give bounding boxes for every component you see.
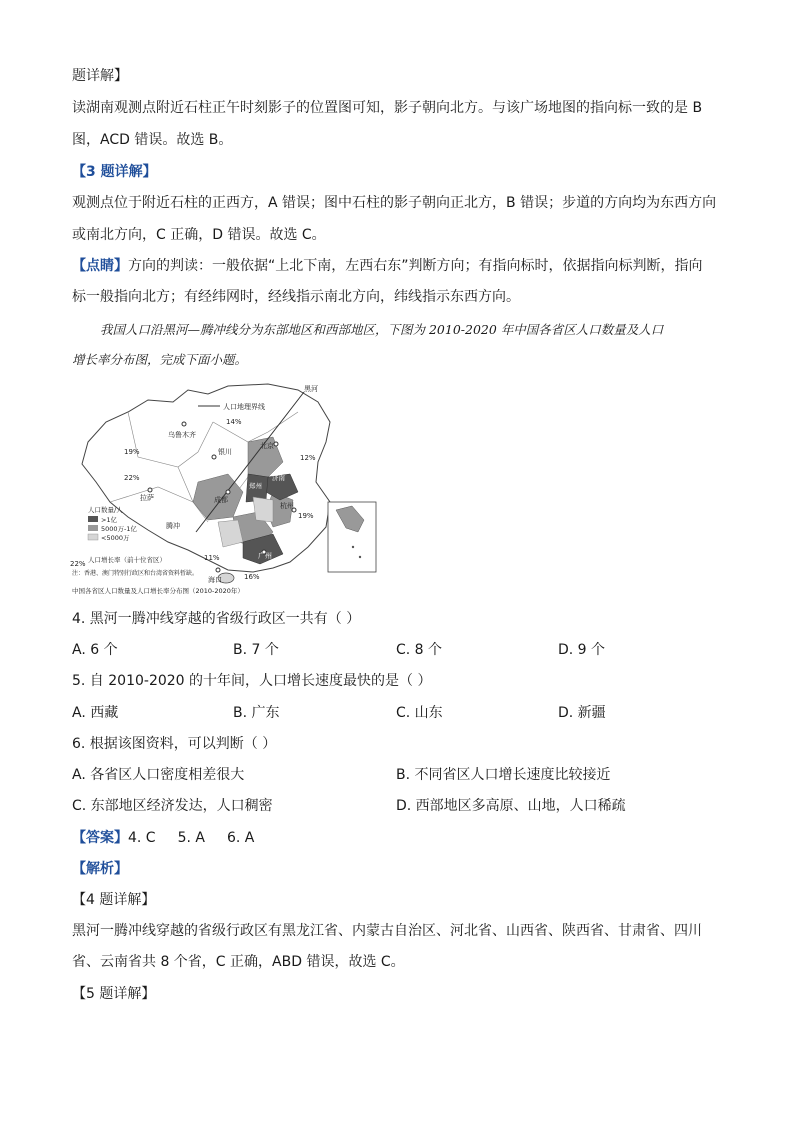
map-label-yinchuan: 银川 (218, 448, 232, 456)
question-5: 5. 自 2010-2020 的十年间，人口增长速度最快的是（ ） (72, 673, 432, 689)
legend-item: 5000万-1亿 (101, 525, 138, 533)
map-label-chengdu: 成都 (214, 496, 228, 504)
q5-option: D. 新疆 (558, 705, 606, 721)
map-caption: 中国各省区人口数量及人口增长率分布图（2010-2020年） (72, 587, 244, 595)
map-pct: 22% (70, 560, 86, 568)
text-line: 读湖南观测点附近石柱正午时刻影子的位置图可知，影子朝向北方。与该广场地图的指向标一致的是 B (72, 100, 703, 116)
map-pct: 14% (226, 418, 242, 426)
answer-label: 【答案】 (72, 830, 128, 846)
answer-line (72, 828, 254, 848)
map-pct: 12% (300, 454, 316, 462)
map-label-heihe: 黑河 (304, 385, 318, 393)
text-line: 标一般指向北方；有经纬网时，经线指示南北方向，纬线指示东西方向。 (72, 289, 520, 305)
text-line: 黑河一腾冲线穿越的省级行政区有黑龙江省、内蒙古自治区、河北省、山西省、陕西省、甘肃省、四川 (72, 923, 702, 939)
q6-option: C. 东部地区经济发达，人口稠密 (72, 798, 273, 814)
legend-rate: 人口增长率（前十位省区） (88, 556, 166, 564)
map-label-tengchong: 腾冲 (166, 522, 180, 530)
legend-item: <5000万 (101, 534, 130, 542)
answer-6: 6. A (226, 830, 255, 846)
map-label-zhengzhou: 郑州 (249, 482, 262, 490)
analysis-label: 【解析】 (72, 861, 128, 877)
map-label-hangzhou: 杭州 (280, 502, 294, 510)
q6-option: A. 各省区人口密度相差很大 (72, 767, 245, 783)
intro-text: 增长率分布图，完成下面小题。 (72, 352, 248, 367)
text-line: 题详解】 (72, 68, 128, 84)
q6-option: D. 西部地区多高原、山地，人口稀疏 (396, 798, 626, 814)
section-label-q5: 【5 题详解】 (72, 986, 156, 1002)
tip-text: 方向的判读：一般依据“上北下南，左西右东”判断方向；有指向标时，依据指向标判断，指向 (128, 258, 703, 274)
question-4: 4. 黑河一腾冲线穿越的省级行政区一共有（ ） (72, 611, 361, 627)
text-line (72, 256, 703, 276)
map-label-wulumuqi: 乌鲁木齐 (168, 431, 196, 439)
map-label-lasa: 拉萨 (140, 494, 154, 502)
intro-text: 我国人口沿黑河—腾冲线分为东部地区和西部地区，下图为 2010-2020 年中国各省区人口数量及人口 (100, 322, 664, 337)
tip-label: 【点睛】 (72, 258, 128, 274)
text-line: 或南北方向，C 正确，D 错误。故选 C。 (72, 227, 326, 243)
text-line: 图，ACD 错误。故选 B。 (72, 132, 233, 148)
section-label-q3: 【3 题详解】 (72, 164, 157, 180)
legend-title: 人口数量/人 (88, 506, 123, 514)
q5-option: A. 西藏 (72, 705, 119, 721)
map-label-jinan: 济南 (272, 474, 285, 482)
map-label-boundary: 人口地理界线 (223, 403, 265, 411)
map-pct: 16% (244, 573, 260, 581)
map-label-haikou: 海口 (208, 576, 222, 584)
answer-5: 5. A (177, 830, 205, 846)
q4-option: C. 8 个 (396, 642, 443, 658)
text-line: 省、云南省共 8 个省，C 正确，ABD 错误，故选 C。 (72, 954, 405, 970)
q4-option: B. 7 个 (233, 642, 279, 658)
map-note: 注：香港、澳门特别行政区和台湾省资料暂缺。 (72, 570, 199, 577)
q4-option: A. 6 个 (72, 642, 118, 658)
map-label-beijing: 北京 (260, 442, 274, 450)
map-pct: 11% (204, 554, 220, 562)
map-label-guangzhou: 广州 (258, 552, 272, 560)
q4-option: D. 9 个 (558, 642, 606, 658)
q5-option: C. 山东 (396, 705, 443, 721)
china-population-map (68, 382, 380, 600)
province-light (253, 497, 273, 522)
map-pct: 19% (124, 448, 140, 456)
map-pct: 19% (298, 512, 314, 520)
section-label-q4: 【4 题详解】 (72, 892, 156, 908)
text-line: 观测点位于附近石柱的正西方，A 错误；图中石柱的影子朝向正北方，B 错误；步道的方向均为东西方向 (72, 195, 717, 211)
q6-option: B. 不同省区人口增长速度比较接近 (396, 767, 611, 783)
china-outline (82, 384, 330, 572)
answer-4: 4. C (128, 830, 156, 846)
question-6: 6. 根据该图资料，可以判断（ ） (72, 736, 277, 752)
q5-option: B. 广东 (233, 705, 280, 721)
map-pct: 22% (124, 474, 140, 482)
legend-item: >1亿 (101, 516, 118, 524)
